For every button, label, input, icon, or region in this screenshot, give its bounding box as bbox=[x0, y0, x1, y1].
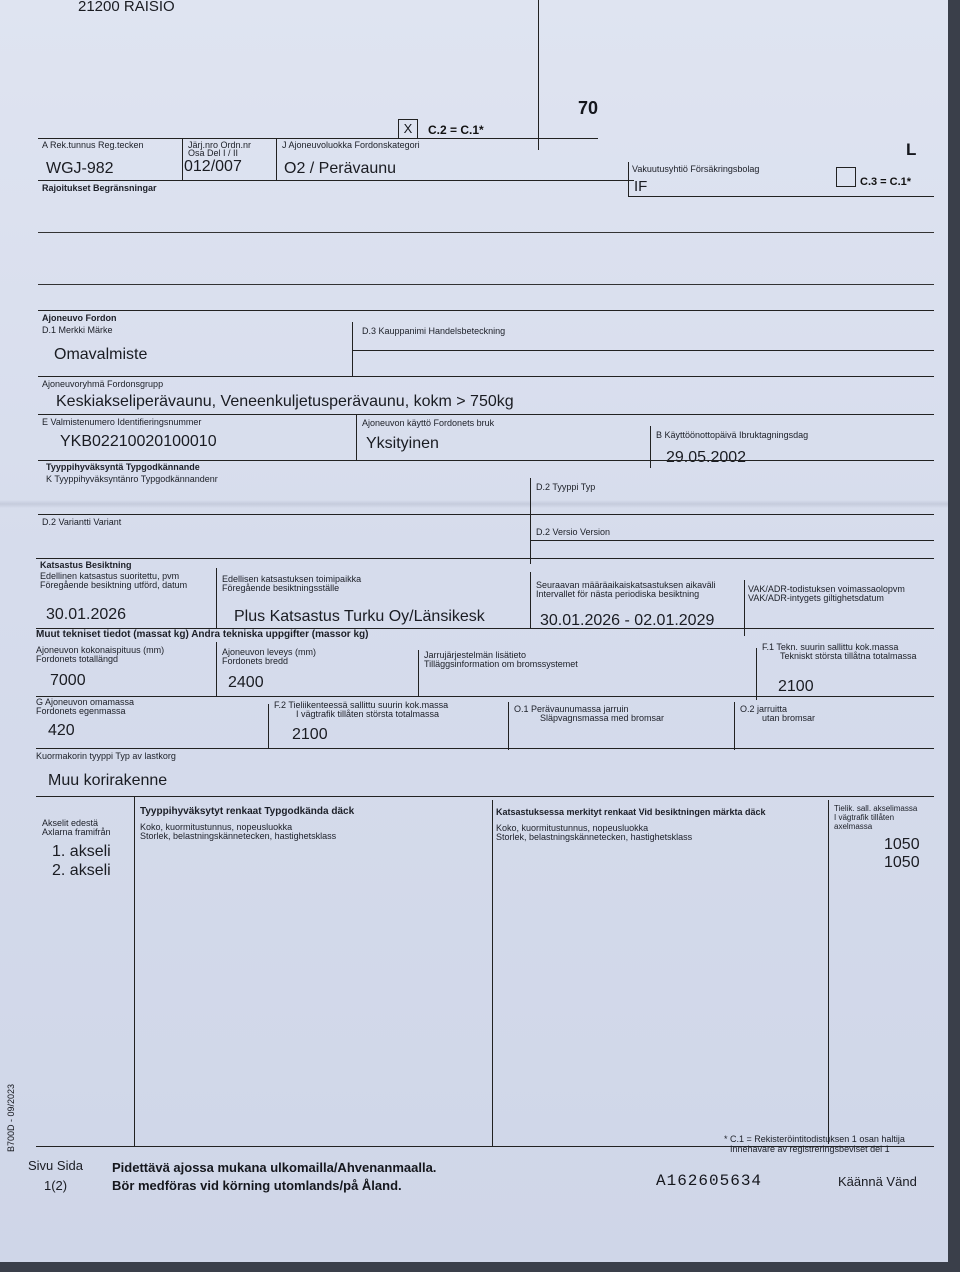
axle-mass-1: 1050 bbox=[884, 836, 920, 853]
o2-label-2: utan bromsar bbox=[762, 713, 816, 723]
next-insp-label-2: Intervallet för nästa periodiska besiktning bbox=[536, 589, 700, 599]
carry-notice-sv: Bör medföras vid körning utomlands/på Åland. bbox=[112, 1178, 402, 1193]
d2-variant-label: D.2 Variantti Variant bbox=[42, 517, 122, 527]
group-label: Ajoneuvoryhmä Fordonsgrupp bbox=[42, 379, 164, 389]
c2-label: C.2 = C.1* bbox=[428, 123, 484, 137]
first-reg-value: 29.05.2002 bbox=[666, 449, 747, 466]
technical-section: Muut tekniset tiedot (massat kg) Andra tekniska uppgifter (massor kg) bbox=[36, 629, 369, 640]
width-value: 2400 bbox=[228, 674, 264, 691]
f2-value: 2100 bbox=[292, 726, 328, 743]
adr-label-2: VAK/ADR-intygets giltighetsdatum bbox=[748, 593, 884, 603]
axle-2: 2. akseli bbox=[52, 862, 111, 879]
use-value: Yksityinen bbox=[366, 435, 439, 452]
header-letter: L bbox=[906, 140, 917, 159]
axle-mass-label-3: axelmassa bbox=[834, 822, 873, 831]
carry-notice-fi: Pidettävä ajossa mukana ulkomailla/Ahvenanmaalla. bbox=[112, 1160, 437, 1175]
o1-label-1: O.1 Perävaunumassa jarruin bbox=[514, 704, 629, 714]
insurer-label: Vakuutusyhtiö Försäkringsbolag bbox=[632, 164, 760, 174]
approved-tyres-title: Tyyppihyväksytyt renkaat Typgodkända däck bbox=[140, 806, 355, 817]
next-insp-value: 30.01.2026 - 02.01.2029 bbox=[540, 612, 715, 629]
header-number: 70 bbox=[578, 98, 599, 118]
trade-label: D.3 Kauppanimi Handelsbeteckning bbox=[362, 326, 506, 336]
prev-insp-value: 30.01.2026 bbox=[46, 606, 127, 623]
order-label-2: Osa Del I / II bbox=[188, 148, 239, 158]
approved-tyres-sub-2: Storlek, belastningskännetecken, hastighetsklass bbox=[140, 831, 337, 841]
d2-type-label: D.2 Tyyppi Typ bbox=[536, 482, 596, 492]
width-label-2: Fordonets bredd bbox=[222, 656, 289, 666]
type-approval-section: Tyyppihyväksyntä Typgodkännande bbox=[46, 462, 200, 472]
length-label-1: Ajoneuvon kokonaispituus (mm) bbox=[36, 645, 165, 655]
insp-place-label-2: Föregående besiktningsställe bbox=[222, 583, 340, 593]
o1-label-2: Släpvagnsmassa med bromsar bbox=[540, 713, 665, 723]
page-label: Sivu Sida bbox=[28, 1158, 83, 1173]
insp-place-label-1: Edellisen katsastuksen toimipaikka bbox=[222, 574, 362, 584]
axles-label-2: Axlarna framifrån bbox=[42, 827, 111, 837]
body-label: Kuormakorin tyyppi Typ av lastkorg bbox=[36, 751, 176, 761]
adr-label-1: VAK/ADR-todistuksen voimassaolopvm bbox=[748, 584, 905, 594]
reg-number: WGJ-982 bbox=[46, 160, 114, 177]
width-label-1: Ajoneuvon leveys (mm) bbox=[222, 647, 317, 657]
axle-mass-label-2: I vägtrafik tillåten bbox=[834, 813, 895, 822]
inspected-tyres-sub-1: Koko, kuormitustunnus, nopeusluokka bbox=[496, 823, 649, 833]
body-value: Muu korirakenne bbox=[48, 772, 168, 789]
length-label-2: Fordonets totallängd bbox=[36, 654, 119, 664]
next-insp-label-1: Seuraavan määräaikaiskatsastuksen aikaväli bbox=[536, 580, 716, 590]
paper-fold bbox=[0, 500, 948, 508]
brake-label-1: Jarrujärjestelmän lisätieto bbox=[424, 650, 527, 660]
brake-label-2: Tilläggsinformation om bromssystemet bbox=[424, 659, 578, 669]
f1-label-2: Tekniskt största tillåtna totalmassa bbox=[780, 651, 917, 661]
owner-address: 21200 RAISIO bbox=[78, 0, 175, 15]
form-code: B700D - 09/2023 bbox=[6, 1083, 16, 1152]
f2-label-1: F.2 Tieliikenteessä sallittu suurin kok.massa bbox=[274, 700, 449, 710]
insp-place-value: Plus Katsastus Turku Oy/Länsikesk bbox=[234, 608, 485, 625]
axles-label-1: Akselit edestä bbox=[42, 818, 99, 828]
use-label: Ajoneuvon käyttö Fordonets bruk bbox=[362, 418, 495, 428]
length-value: 7000 bbox=[50, 672, 86, 689]
order-label-1: Järj.nro Ordn.nr bbox=[188, 140, 252, 150]
reg-label: A Rek.tunnus Reg.tecken bbox=[42, 140, 144, 150]
vehicle-section: Ajoneuvo Fordon bbox=[42, 313, 117, 323]
axle-1: 1. akseli bbox=[52, 843, 111, 860]
inspected-tyres-title: Katsastuksessa merkityt renkaat Vid besiktningen märkta däck bbox=[496, 807, 766, 817]
serial-number: A162605634 bbox=[656, 1172, 763, 1190]
footnote-1: * C.1 = Rekisteröintitodistuksen 1 osan haltija bbox=[724, 1134, 905, 1144]
inspected-tyres-sub-2: Storlek, belastningskännetecken, hastighetsklass bbox=[496, 832, 693, 842]
header-divider bbox=[538, 0, 539, 150]
approved-tyres-sub-1: Koko, kuormitustunnus, nopeusluokka bbox=[140, 822, 293, 832]
restrictions-label: Rajoitukset Begränsningar bbox=[42, 183, 157, 193]
c3-checkbox[interactable] bbox=[836, 167, 856, 187]
first-reg-label: B Käyttöönottopäivä Ibruktagningsdag bbox=[656, 430, 809, 440]
turn-over-label: Käännä Vänd bbox=[838, 1174, 917, 1189]
prev-insp-label-2: Föregående besiktning utförd, datum bbox=[40, 580, 188, 590]
vin-value: YKB02210020100010 bbox=[60, 433, 217, 450]
f1-value: 2100 bbox=[778, 678, 814, 695]
order-number: 012/007 bbox=[184, 158, 242, 175]
c2-checkbox[interactable]: X bbox=[398, 119, 418, 139]
c3-label: C.3 = C.1* bbox=[860, 176, 912, 188]
own-mass-label-2: Fordonets egenmassa bbox=[36, 706, 126, 716]
own-mass-label-1: G Ajoneuvon omamassa bbox=[36, 697, 135, 707]
make-value: Omavalmiste bbox=[54, 346, 148, 363]
class-label: J Ajoneuvoluokka Fordonskategori bbox=[282, 140, 420, 150]
group-value: Keskiakseliperävaunu, Veneenkuljetusperävaunu, kokm > 750kg bbox=[56, 393, 514, 410]
k-label: K Tyyppihyväksyntänro Typgodkännandenr bbox=[46, 474, 218, 484]
prev-insp-label-1: Edellinen katsastus suoritettu, pvm bbox=[40, 571, 180, 581]
vehicle-class: O2 / Perävaunu bbox=[284, 160, 397, 177]
f1-label-1: F.1 Tekn. suurin sallittu kok.massa bbox=[762, 642, 899, 652]
inspection-section: Katsastus Besiktning bbox=[40, 560, 132, 570]
f2-label-2: I vägtrafik tillåten största totalmassa bbox=[296, 709, 440, 719]
o2-label-1: O.2 jarruitta bbox=[740, 704, 788, 714]
footnote-2: Innehavare av registreringsbeviset del 1 bbox=[730, 1144, 890, 1154]
axle-mass-label-1: Tielik. sall. akselimassa bbox=[834, 804, 918, 813]
insurer-value: IF bbox=[634, 178, 648, 195]
axle-mass-2: 1050 bbox=[884, 854, 920, 871]
page-number: 1(2) bbox=[44, 1178, 68, 1193]
make-label: D.1 Merkki Märke bbox=[42, 325, 113, 335]
own-mass-value: 420 bbox=[48, 722, 75, 739]
vin-label: E Valmistenumero Identifieringsnummer bbox=[42, 417, 202, 427]
d2-version-label: D.2 Versio Version bbox=[536, 527, 611, 537]
